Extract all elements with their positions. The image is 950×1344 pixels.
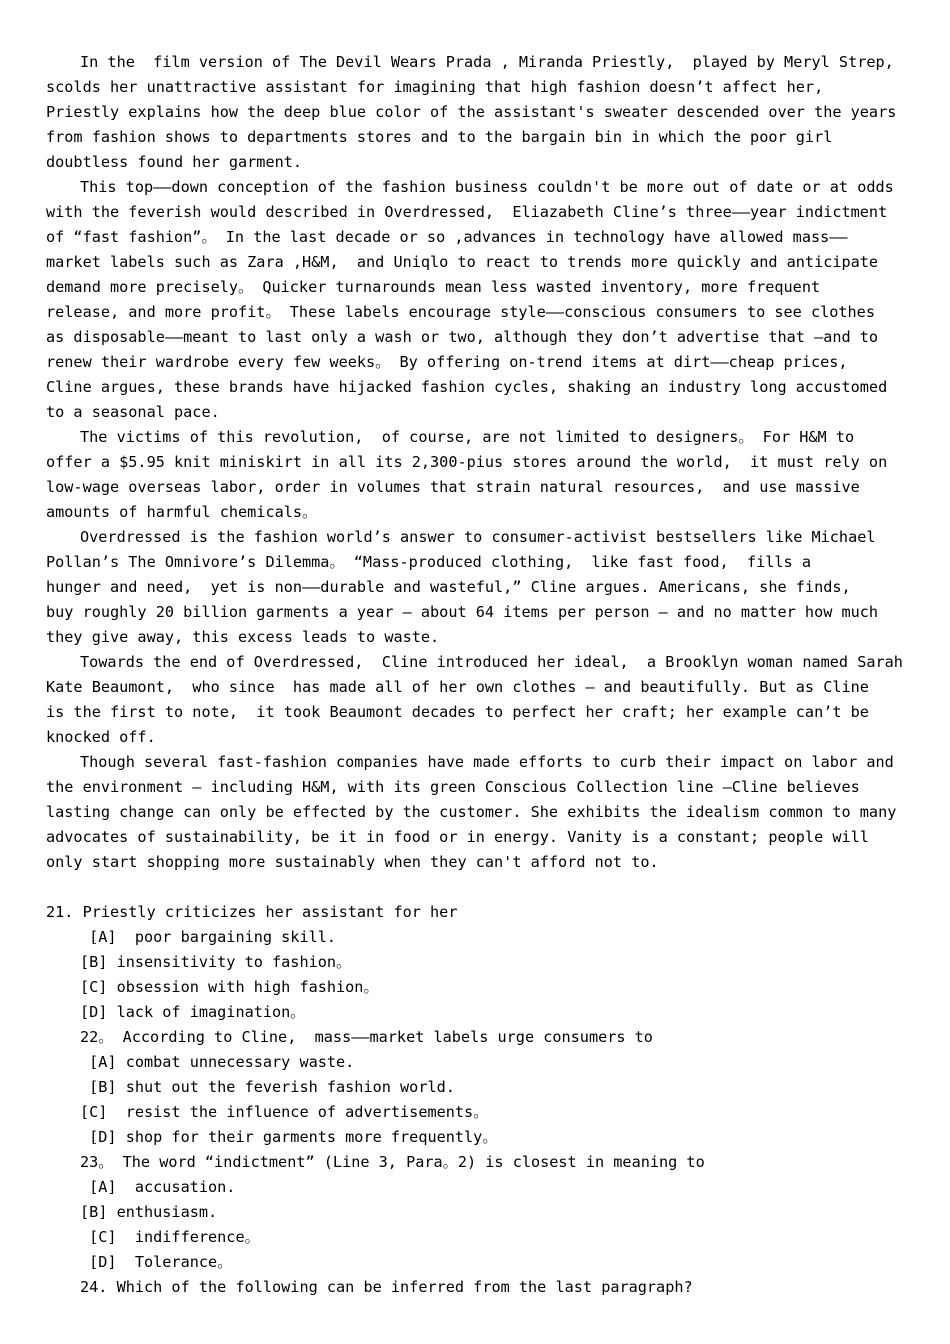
question-stem: 23。 The word “indictment” (Line 3, Para。2) is closest in meaning to (80, 1153, 705, 1171)
text-line: Cline argues, these brands have hijacked fashion cycles, shaking an industry long accustomed (46, 378, 888, 396)
text-line: they give away, this excess leads to waste. (46, 628, 440, 646)
text-line: In the film version of The Devil Wears Prada , Miranda Priestly, played by Meryl Strep, (80, 53, 894, 71)
document-page (46, 50, 926, 1300)
text-line: as disposable——meant to last only a wash or two, although they don’t advertise that –and to (46, 328, 879, 346)
text-line: Pollan’s The Omnivore’s Dilemma。 “Mass-produced clothing, like fast food, fills a (46, 553, 811, 571)
question-24 (46, 1275, 926, 1300)
text-line: Though several fast-fashion companies have made efforts to curb their impact on labor and (80, 753, 894, 771)
answer-option-b: [B] shut out the feverish fashion world. (80, 1078, 455, 1096)
text-line: Towards the end of Overdressed, Cline introduced her ideal, a Brooklyn woman named Sarah (80, 653, 903, 671)
passage-paragraph-3 (46, 425, 926, 525)
text-line: demand more precisely。 Quicker turnarounds mean less wasted inventory, more frequent (46, 278, 821, 296)
text-line: offer a $5.95 knit miniskirt in all its 2,300-pius stores around the world, it must rely on (46, 453, 888, 471)
text-line: low-wage overseas labor, order in volumes that strain natural resources, and use massive (46, 478, 860, 496)
answer-option-b: [B] enthusiasm. (80, 1203, 218, 1221)
question-23 (46, 1150, 926, 1275)
text-line: Priestly explains how the deep blue color of the assistant's sweater descended over the years (46, 103, 897, 121)
text-line: lasting change can only be effected by the customer. She exhibits the idealism common to many (46, 803, 897, 821)
text-line: is the first to note, it took Beaumont decades to perfect her craft; her example can’t be (46, 703, 869, 721)
text-line: with the feverish would described in Overdressed, Eliazabeth Cline’s three——year indictment (46, 203, 888, 221)
text-line: release, and more profit。 These labels encourage style——conscious consumers to see clothes (46, 303, 875, 321)
text-line: the environment – including H&M, with its green Conscious Collection line –Cline believes (46, 778, 860, 796)
answer-option-c: [C] obsession with high fashion。 (80, 978, 379, 996)
passage-paragraph-1 (46, 50, 926, 175)
text-line: Overdressed is the fashion world’s answer to consumer-activist bestsellers like Michael (80, 528, 876, 546)
passage-paragraph-6 (46, 750, 926, 875)
spacer (46, 875, 926, 900)
answer-option-c: [C] indifference。 (80, 1228, 260, 1246)
text-line: renew their wardrobe every few weeks。 By offering on-trend items at dirt——cheap prices, (46, 353, 848, 371)
answer-option-b: [B] insensitivity to fashion。 (80, 953, 352, 971)
question-22 (46, 1025, 926, 1150)
text-line: only start shopping more sustainably when they can't afford not to. (46, 853, 659, 871)
question-stem: 21. Priestly criticizes her assistant for her (46, 903, 458, 921)
passage-paragraph-4 (46, 525, 926, 650)
answer-option-a: [A] accusation. (80, 1178, 236, 1196)
answer-option-a: [A] poor bargaining skill. (80, 928, 337, 946)
text-line: scolds her unattractive assistant for imagining that high fashion doesn’t affect her, (46, 78, 824, 96)
text-line: of “fast fashion”。 In the last decade or so ,advances in technology have allowed mass—— (46, 228, 848, 246)
text-line: This top——down conception of the fashion business couldn't be more out of date or at odds (80, 178, 894, 196)
answer-option-d: [D] shop for their garments more frequently。 (80, 1128, 498, 1146)
text-line: from fashion shows to departments stores and to the bargain bin in which the poor girl (46, 128, 833, 146)
answer-option-d: [D] lack of imagination。 (80, 1003, 306, 1021)
passage-paragraph-2 (46, 175, 926, 425)
text-line: market labels such as Zara ,H&M, and Uniqlo to react to trends more quickly and anticipate (46, 253, 879, 271)
text-line: to a seasonal pace. (46, 403, 220, 421)
question-21 (46, 900, 926, 1025)
passage-paragraph-5 (46, 650, 926, 750)
text-line: advocates of sustainability, be it in food or in energy. Vanity is a constant; people will (46, 828, 869, 846)
text-line: The victims of this revolution, of course, are not limited to designers。 For H&M to (80, 428, 855, 446)
question-stem: 22。 According to Cline, mass——market labels urge consumers to (80, 1028, 653, 1046)
answer-option-d: [D] Tolerance。 (80, 1253, 233, 1271)
text-line: doubtless found her garment. (46, 153, 303, 171)
answer-option-c: [C] resist the influence of advertisements。 (80, 1103, 489, 1121)
answer-option-a: [A] combat unnecessary waste. (80, 1053, 355, 1071)
question-stem: 24. Which of the following can be inferred from the last paragraph? (80, 1278, 693, 1296)
text-line: buy roughly 20 billion garments a year – about 64 items per person – and no matter how much (46, 603, 879, 621)
text-line: knocked off. (46, 728, 156, 746)
text-line: hunger and need, yet is non——durable and wasteful,” Cline argues. Americans, she finds, (46, 578, 851, 596)
text-line: Kate Beaumont, who since has made all of her own clothes – and beautifully. But as Cline (46, 678, 869, 696)
text-line: amounts of harmful chemicals。 (46, 503, 318, 521)
